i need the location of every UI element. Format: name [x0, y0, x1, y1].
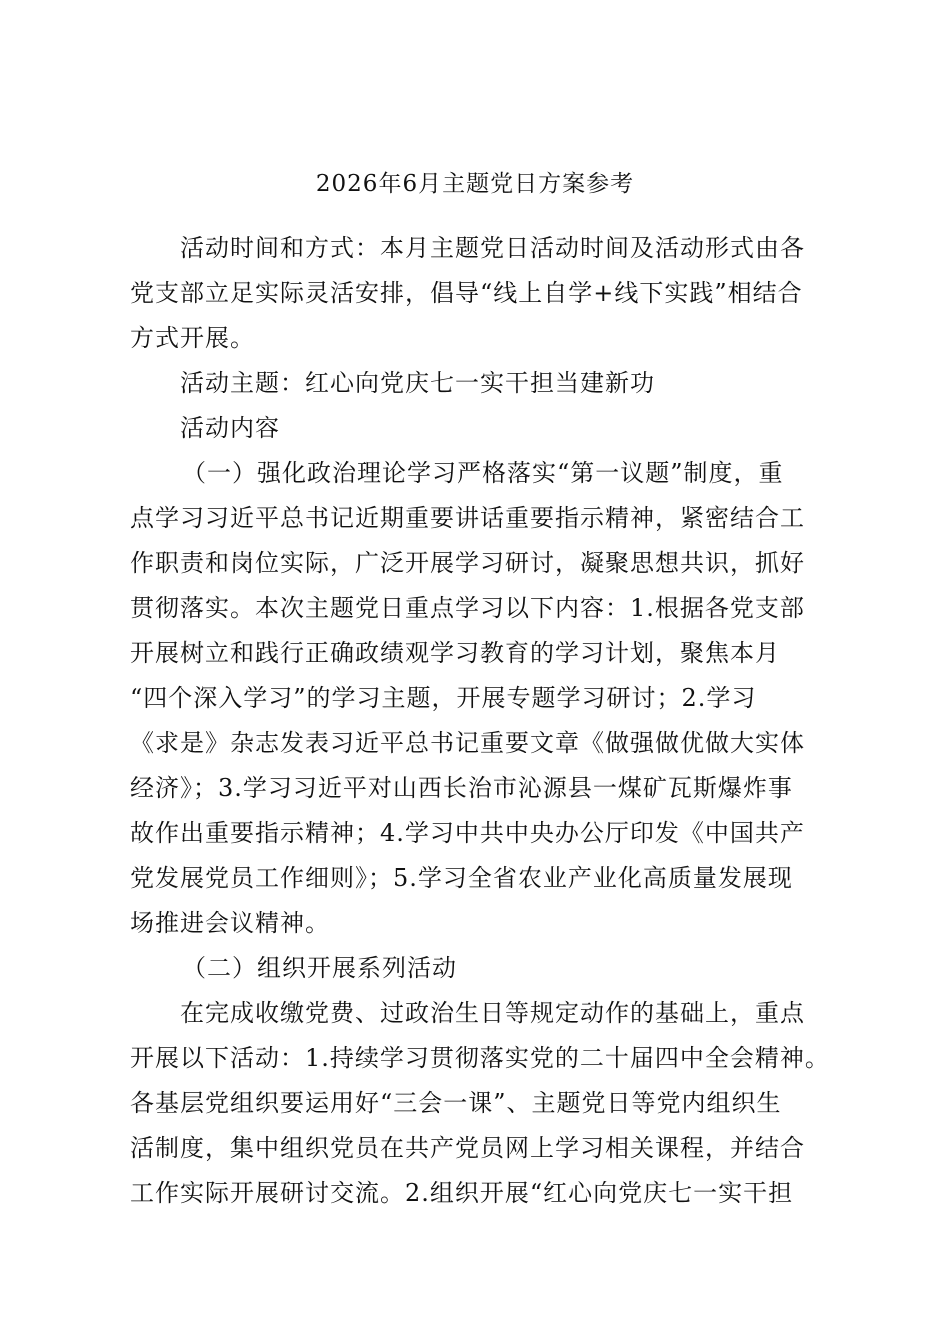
section-heading: 活动内容 [180, 414, 280, 442]
paragraph-line: （一）强化政治理论学习严格落实“第一议题”制度，重 [182, 459, 784, 487]
paragraph-line: 点学习习近平总书记近期重要讲话重要指示精神，紧密结合工 [130, 504, 805, 532]
paragraph-line: 故作出重要指示精神；4.学习中共中央办公厅印发《中国共产 [130, 819, 805, 847]
paragraph-line: 《求是》杂志发表习近平总书记重要文章《做强做优做大实体 [130, 729, 805, 757]
paragraph-line: 场推进会议精神。 [130, 909, 330, 937]
paragraph-line: 开展树立和践行正确政绩观学习教育的学习计划，聚焦本月 [130, 639, 780, 667]
paragraph-line: 各基层党组织要运用好“三会一课”、主题党日等党内组织生 [130, 1089, 782, 1117]
document-body [130, 226, 836, 1216]
paragraph-line: 方式开展。 [130, 324, 255, 352]
paragraph-line: 经济》；3.学习习近平对山西长治市沁源县一煤矿瓦斯爆炸事 [130, 774, 793, 802]
paragraph-line: 工作实际开展研讨交流。2.组织开展“红心向党庆七一实干担 [130, 1179, 794, 1207]
paragraph-line: 在完成收缴党费、过政治生日等规定动作的基础上，重点 [180, 999, 805, 1027]
paragraph-line: 开展以下活动：1.持续学习贯彻落实党的二十届四中全会精神。 [130, 1044, 830, 1072]
paragraph-line: 作职责和岗位实际，广泛开展学习研讨，凝聚思想共识，抓好 [130, 549, 805, 577]
page-title: 2026年6月主题党日方案参考 [315, 171, 635, 197]
section-heading: （二）组织开展系列活动 [182, 954, 457, 982]
paragraph-line: “四个深入学习”的学习主题，开展专题学习研讨；2.学习 [130, 684, 757, 712]
paragraph-line: 活制度，集中组织党员在共产党员网上学习相关课程，并结合 [130, 1134, 805, 1162]
activity-theme-line: 活动主题：红心向党庆七一实干担当建新功 [180, 369, 655, 397]
paragraph-line: 党发展党员工作细则》；5.学习全省农业产业化高质量发展现 [130, 864, 793, 892]
paragraph-line: 贯彻落实。本次主题党日重点学习以下内容：1.根据各党支部 [130, 594, 805, 622]
paragraph-line: 党支部立足实际灵活安排，倡导“线上自学+线下实践”相结合 [130, 279, 803, 307]
paragraph-line: 活动时间和方式：本月主题党日活动时间及活动形式由各 [180, 234, 805, 262]
